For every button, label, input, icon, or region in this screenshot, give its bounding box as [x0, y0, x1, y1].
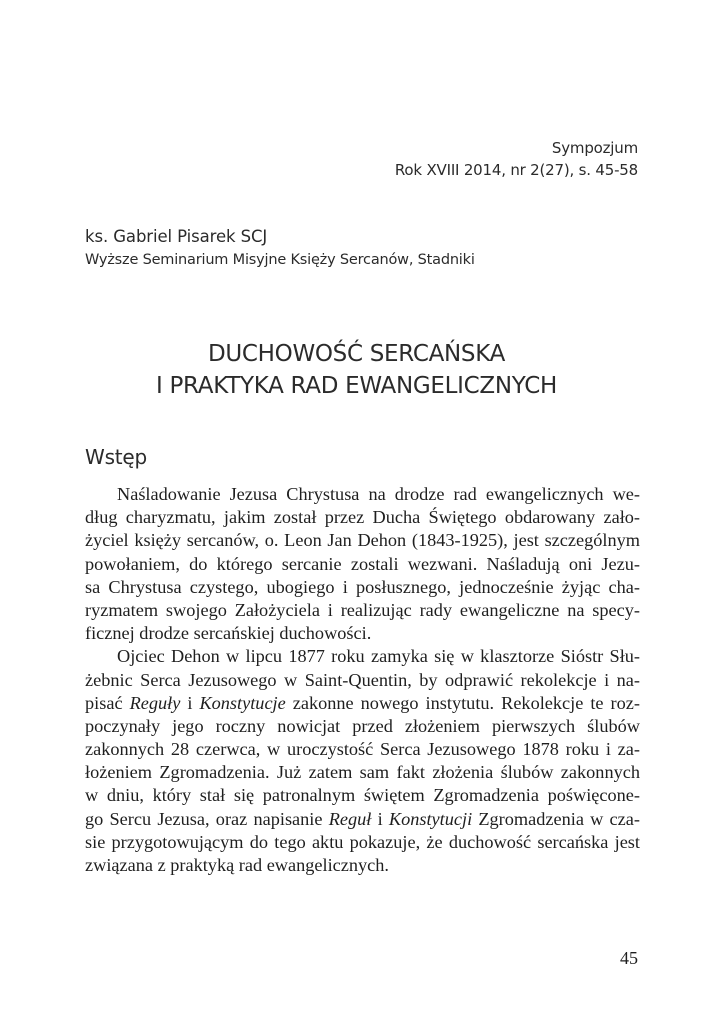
text-line: sa Chrystusa czystego, ubogiego i posłusznego, jednocześnie żyjąc cha-: [85, 576, 640, 597]
author-name: ks. Gabriel Pisarek SCJ: [85, 227, 268, 246]
text-line: zakonnych 28 czerwca, w uroczystość Serca Jezusowego 1878 roku i za-: [85, 739, 640, 760]
author-block: [85, 225, 475, 271]
text-line: [85, 808, 640, 831]
text-line: łożeniem Zgromadzenia. Już zatem sam fakt złożenia ślubów zakonnych: [85, 762, 640, 783]
page-number: 45: [620, 948, 638, 968]
text-run: Zgromadzenia w cza-: [472, 808, 640, 829]
text-run: i: [180, 692, 200, 713]
text-line: związana z praktyką rad ewangelicznych.: [85, 855, 390, 875]
title-line-2: I PRAKTYKA RAD EWANGELICZNYCH: [155, 373, 558, 399]
text-run: i: [371, 808, 389, 829]
journal-issue: Rok XVIII 2014, nr 2(27), s. 45-58: [394, 161, 638, 179]
text-line: ryzmatem swojego Założyciela i realizując rady ewangeliczne na specy-: [85, 599, 640, 620]
italic-title: Reguł: [328, 808, 372, 829]
italic-title: Konstytucje: [199, 692, 286, 713]
text-line: Naśladowanie Jezusa Chrystusa na drodze rad ewangelicznych we-: [117, 484, 640, 504]
text-line: ficznej drodze sercańskiej duchowości.: [85, 623, 372, 644]
text-line: dług charyzmatu, jakim został przez Ducha Świętego obdarowany zało-: [85, 507, 640, 528]
text-run: pisać: [85, 692, 130, 713]
paragraph-1: [85, 483, 640, 645]
author-affiliation: Wyższe Seminarium Misyjne Księży Sercanów, Stadniki: [85, 252, 475, 268]
section-heading: Wstęp: [85, 445, 148, 469]
article-title: [0, 338, 713, 402]
text-line: życiel księży sercanów, o. Leon Jan Dehon (1843-1925), jest szczególnym: [85, 530, 640, 551]
text-line: sie przygotowującym do tego aktu pokazuje, że duchowość sercańska jest: [85, 831, 640, 852]
paragraph-2: [85, 645, 640, 877]
journal-citation: [395, 137, 638, 181]
text-run: zakonne nowego instytutu. Rekolekcje te roz-: [285, 692, 640, 713]
text-line: w dniu, który stał się patronalnym świętem Zgromadzenia poświęcone-: [85, 785, 640, 806]
journal-name: Sympozjum: [551, 139, 638, 157]
text-run: go Sercu Jezusa, oraz napisanie: [85, 808, 329, 829]
text-line: powołaniem, do którego sercanie zostali wezwani. Naśladują oni Jezu-: [85, 553, 640, 574]
body-text: [85, 483, 640, 877]
italic-title: Konstytucji: [388, 808, 473, 829]
text-line: poczynały jego roczny nowicjat przed złożeniem pierwszych ślubów: [85, 715, 640, 736]
title-line-1: DUCHOWOŚĆ SERCAŃSKA: [207, 341, 506, 367]
text-line: żebnic Serca Jezusowego w Saint-Quentin, by odprawić rekolekcje i na-: [85, 669, 640, 690]
italic-title: Reguły: [129, 692, 181, 713]
text-line: [85, 692, 640, 715]
text-line: Ojciec Dehon w lipcu 1877 roku zamyka się w klasztorze Sióstr Słu-: [117, 646, 640, 667]
